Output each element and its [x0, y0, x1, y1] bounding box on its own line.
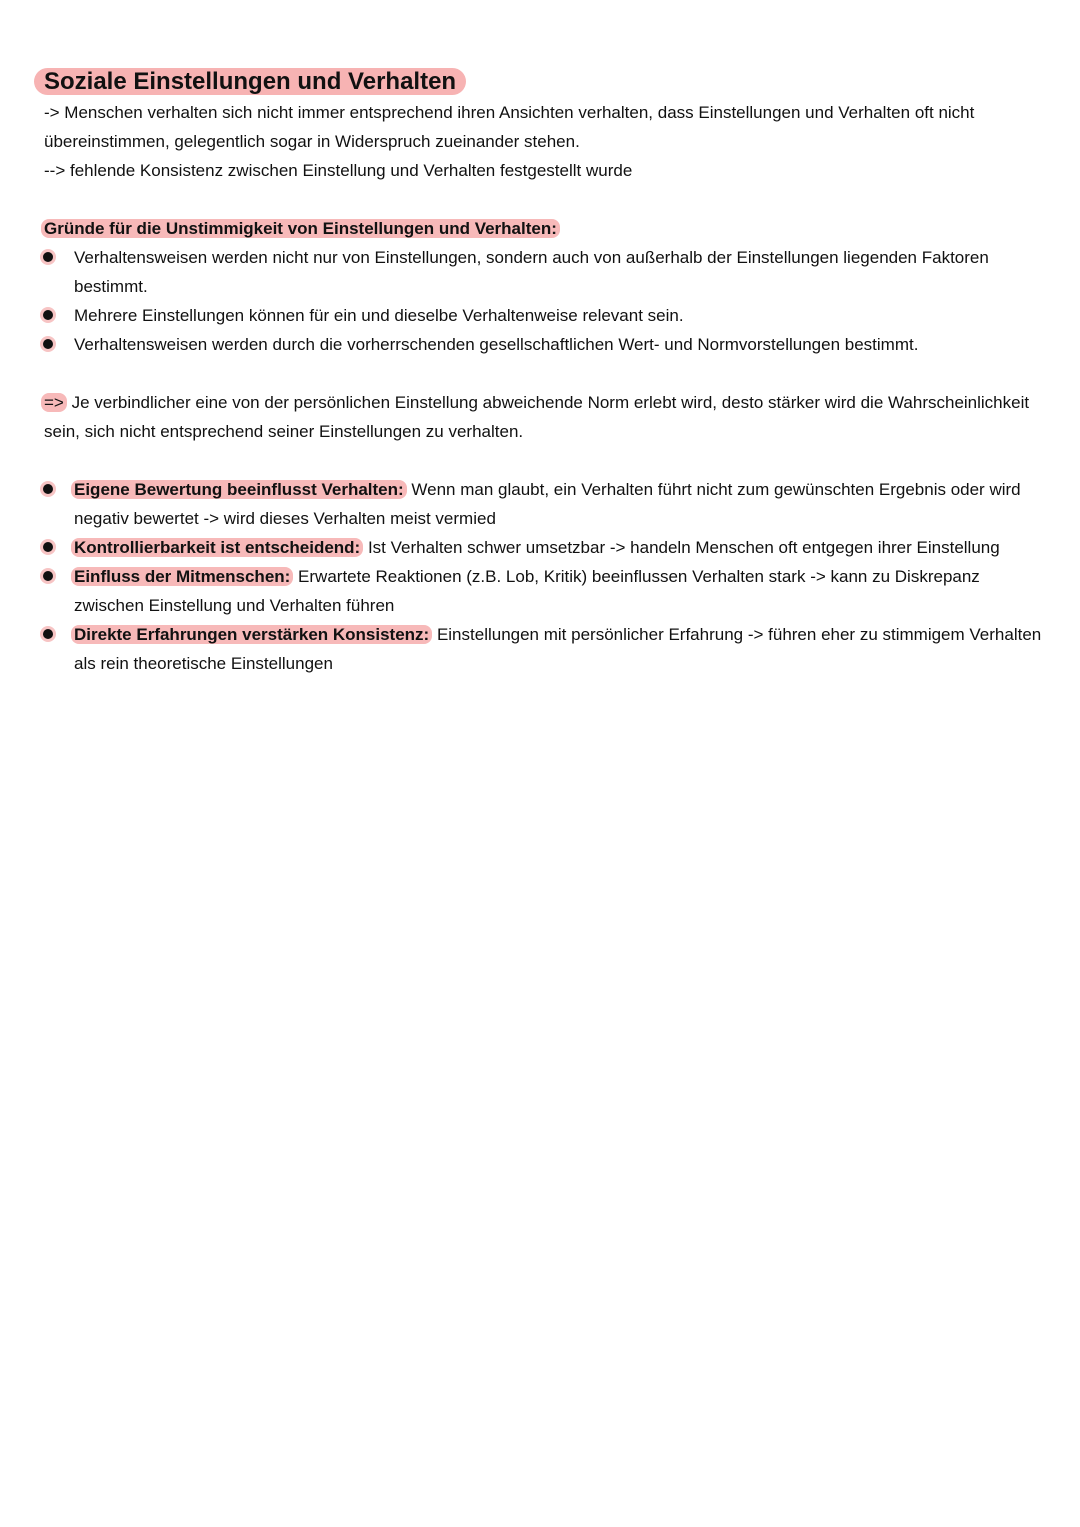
- list-item: Direkte Erfahrungen verstärken Konsistenz: Einstellungen mit persönlicher Erfahrung -> führen eher zu stimmigem Verhalten als rein theoretische Einstellungen: [44, 620, 1044, 678]
- arrow-mark: =>: [41, 393, 67, 412]
- bullet-icon: [43, 484, 53, 494]
- bullet-icon: [43, 542, 53, 552]
- reasons-heading: Gründe für die Unstimmigkeit von Einstellungen und Verhalten:: [44, 214, 1044, 243]
- conclusion-paragraph: => Je verbindlicher eine von der persönlichen Einstellung abweichende Norm erlebt wird, desto stärker wird die Wahrscheinlichkeit sein, sich nicht entsprechend seiner Einstellungen zu verhalten.: [44, 388, 1044, 446]
- bullet-icon: [43, 310, 53, 320]
- bullet-icon: [43, 252, 53, 262]
- bullet-icon: [43, 571, 53, 581]
- reasons-list: [44, 243, 1044, 359]
- bullet-icon: [43, 339, 53, 349]
- list-item: Eigene Bewertung beeinflusst Verhalten: Wenn man glaubt, ein Verhalten führt nicht zum gewünschten Ergebnis oder wird negativ bewertet -> wird dieses Verhalten meist vermied: [44, 475, 1044, 533]
- bullet-icon: [43, 629, 53, 639]
- list-item: Einfluss der Mitmenschen: Erwartete Reaktionen (z.B. Lob, Kritik) beeinflussen Verhalten stark -> kann zu Diskrepanz zwischen Einstellung und Verhalten führen: [44, 562, 1044, 620]
- page-title: Soziale Einstellungen und Verhalten: [44, 66, 1044, 98]
- factors-list: [44, 475, 1044, 678]
- list-item: Verhaltensweisen werden nicht nur von Einstellungen, sondern auch von außerhalb der Einstellungen liegenden Faktoren bestimmt.: [44, 243, 1044, 301]
- list-item: Verhaltensweisen werden durch die vorherrschenden gesellschaftlichen Wert- und Normvorstellungen bestimmt.: [44, 330, 1044, 359]
- document-page: [44, 66, 1044, 678]
- list-item: Kontrollierbarkeit ist entscheidend: Ist Verhalten schwer umsetzbar -> handeln Menschen oft entgegen ihrer Einstellung: [44, 533, 1044, 562]
- list-item: Mehrere Einstellungen können für ein und dieselbe Verhaltenweise relevant sein.: [44, 301, 1044, 330]
- intro-conclusion: --> fehlende Konsistenz zwischen Einstellung und Verhalten festgestellt wurde: [44, 161, 633, 180]
- intro-paragraph: -> Menschen verhalten sich nicht immer entsprechend ihren Ansichten verhalten, dass Einstellungen und Verhalten oft nicht übereinstimmen, gelegentlich sogar in Widerspruch zueinander stehen.: [44, 103, 975, 151]
